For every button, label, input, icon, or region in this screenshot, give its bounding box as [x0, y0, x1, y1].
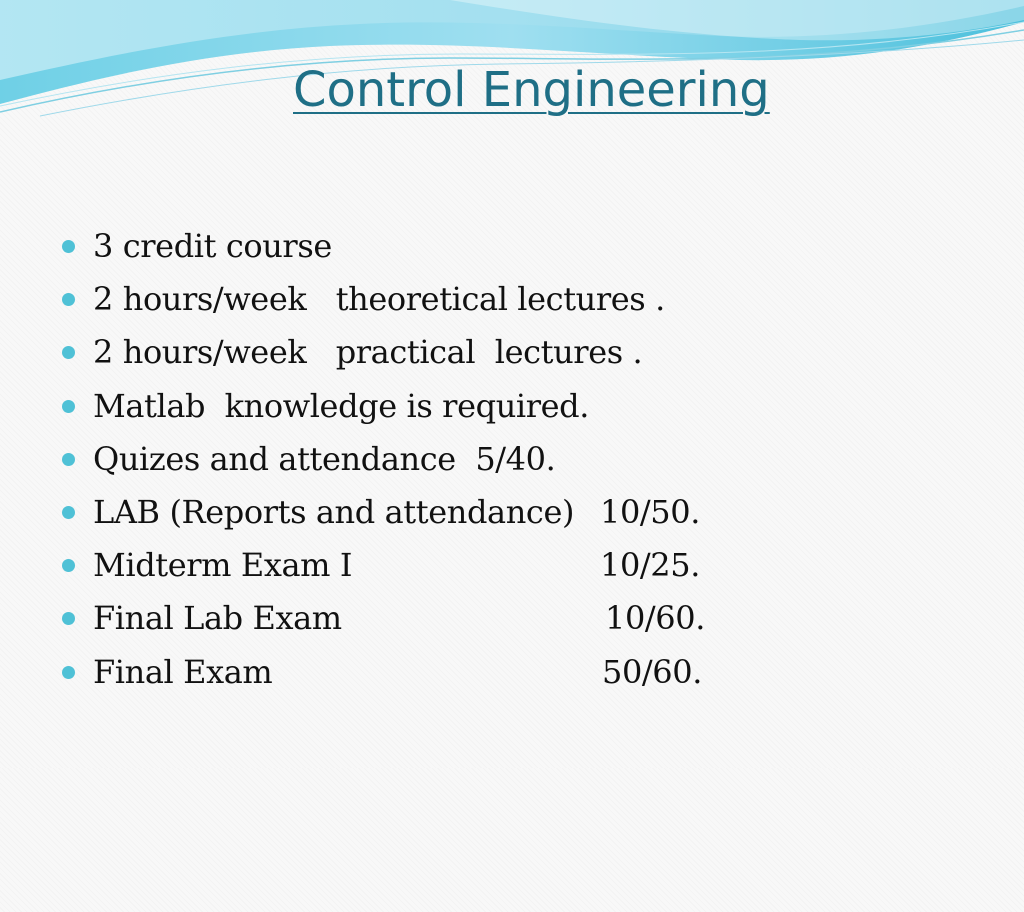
- bullet-icon: [62, 453, 75, 466]
- grade-value: 10/50.: [600, 492, 700, 531]
- bullet-text: Matlab knowledge is required.: [93, 386, 590, 425]
- bullet-text: Quizes and attendance 5/40.: [93, 439, 556, 478]
- slide-title: Control Engineering: [293, 62, 770, 118]
- bullet-text: LAB (Reports and attendance): [93, 492, 575, 531]
- bullet-item-final-lab: [62, 592, 705, 645]
- grade-value: 10/60.: [605, 599, 705, 638]
- bullet-icon: [62, 612, 75, 625]
- grade-value: 50/60.: [602, 652, 702, 691]
- bullet-item-lab: [62, 486, 700, 539]
- bullet-item-quizzes: [62, 433, 556, 486]
- bullet-text: 3 credit course: [93, 227, 332, 265]
- bullet-icon: [62, 666, 75, 679]
- bullet-icon: [62, 240, 75, 253]
- bullet-item-credits: [62, 220, 332, 273]
- bullet-text: Final Exam: [93, 652, 273, 691]
- bullet-item-theoretical-lectures: [62, 273, 665, 326]
- bullet-icon: [62, 293, 75, 306]
- bullet-item-practical-lectures: [62, 326, 643, 379]
- bullet-item-matlab: [62, 380, 590, 433]
- bullet-icon: [62, 506, 75, 519]
- bullet-item-final-exam: [62, 646, 702, 699]
- bullet-icon: [62, 400, 75, 413]
- bullet-text: 2 hours/week theoretical lectures .: [93, 280, 665, 319]
- bullet-icon: [62, 346, 75, 359]
- bullet-text: Midterm Exam I: [93, 546, 353, 585]
- bullet-icon: [62, 559, 75, 572]
- bullet-list: [62, 220, 705, 699]
- bullet-item-midterm: [62, 539, 700, 592]
- grade-value: 10/25.: [600, 546, 700, 585]
- bullet-text: Final Lab Exam: [93, 599, 342, 638]
- bullet-text: 2 hours/week practical lectures .: [93, 333, 643, 372]
